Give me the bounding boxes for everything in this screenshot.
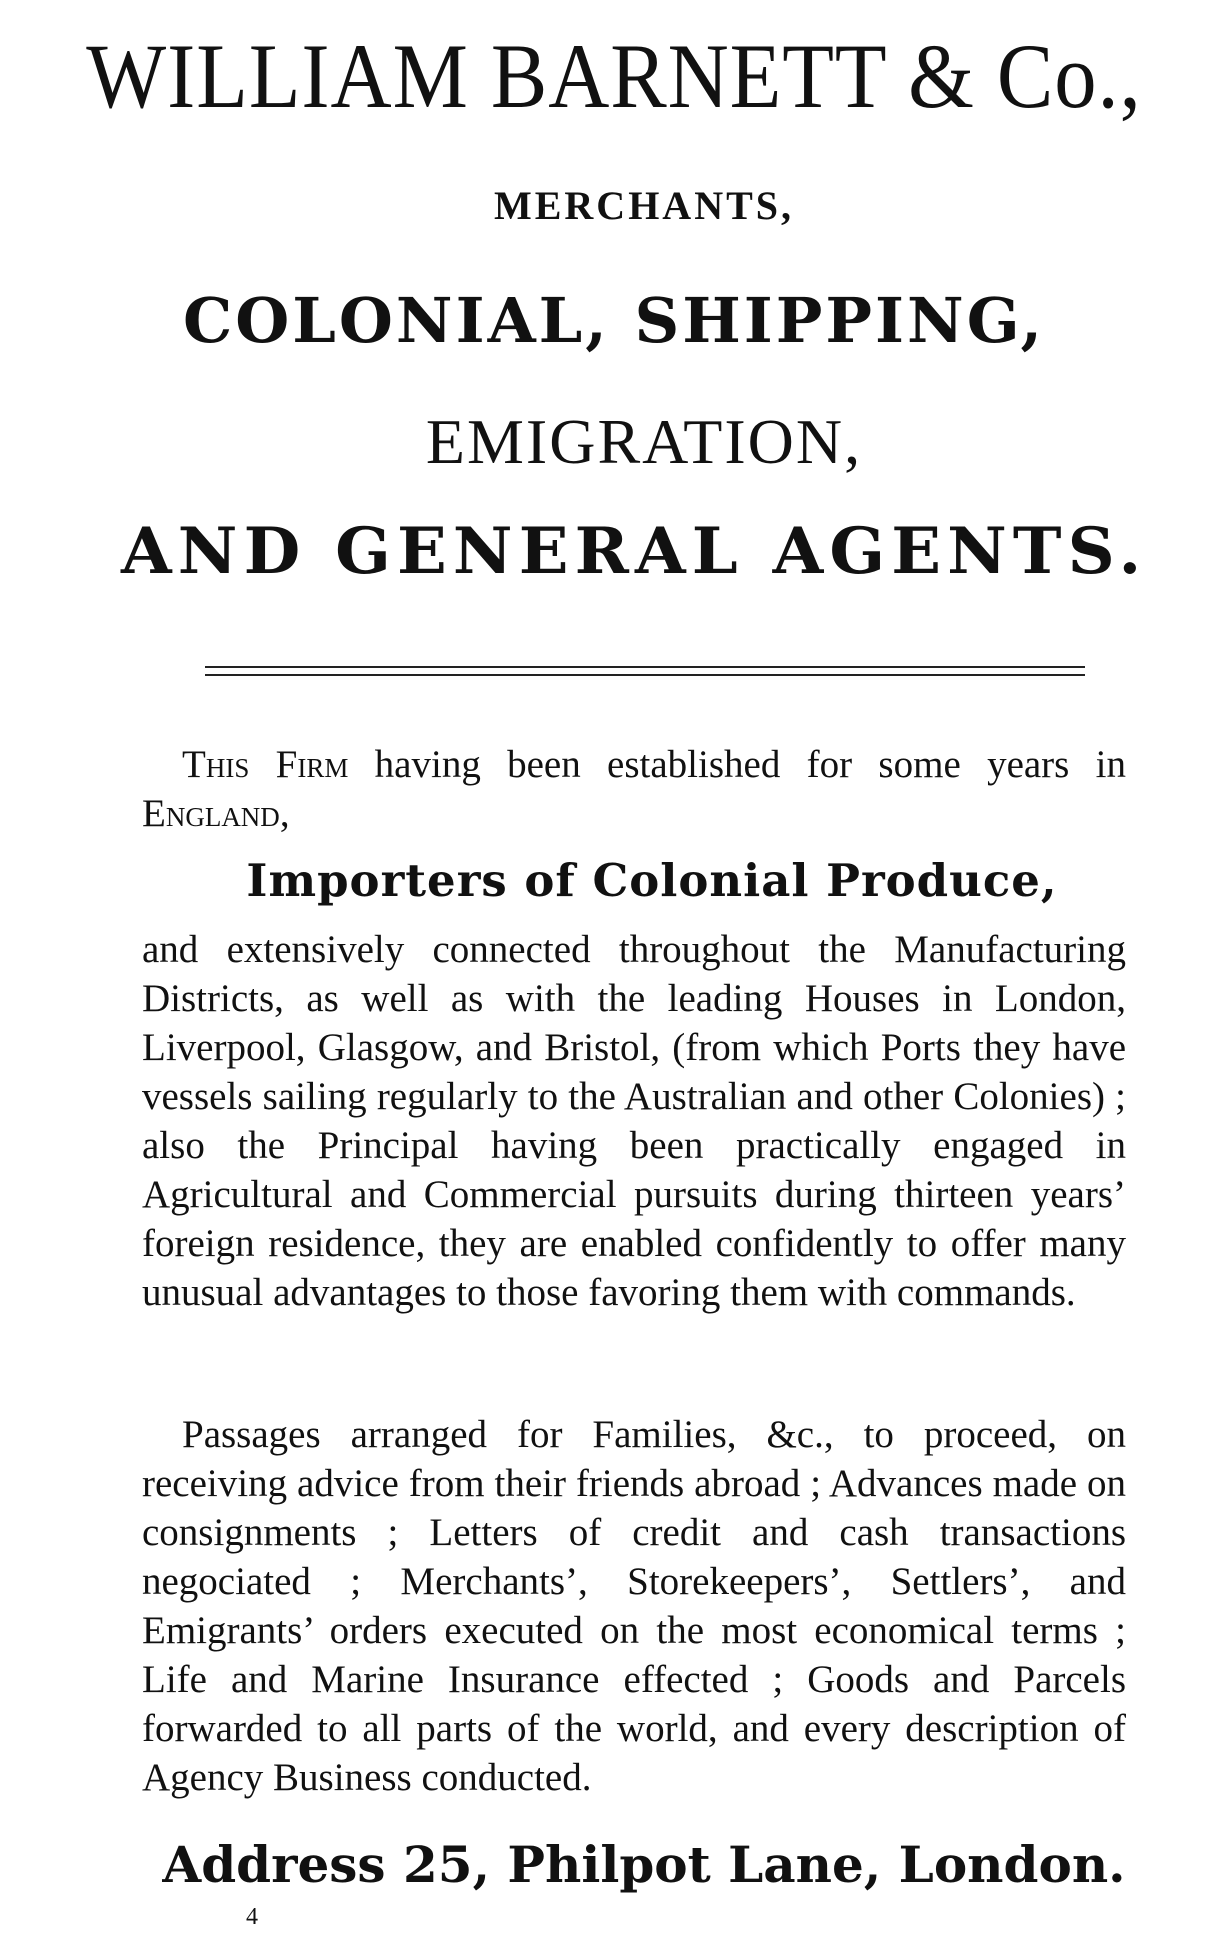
intro-text-1: having been established for some years in bbox=[348, 743, 1126, 786]
intro-england: England bbox=[142, 792, 280, 835]
merchants-line: MERCHANTS, bbox=[493, 183, 795, 228]
general-agents-line: AND GENERAL AGENTS. bbox=[121, 514, 1148, 589]
intro-text-2: , bbox=[279, 792, 290, 835]
colonial-shipping-line: COLONIAL, SHIPPING, bbox=[182, 284, 1046, 357]
double-rule-divider bbox=[205, 666, 1085, 676]
intro-firm: Firm bbox=[275, 743, 349, 786]
address-line: Address 25, Philpot Lane, London. bbox=[162, 1835, 1126, 1894]
intro-this: This bbox=[182, 743, 250, 786]
emigration-line: EMIGRATION, bbox=[425, 406, 863, 477]
intro-paragraph bbox=[142, 740, 1126, 838]
firm-name-heading: WILLIAM BARNETT & Co., bbox=[86, 25, 1142, 127]
importers-heading: Importers of Colonial Produce, bbox=[246, 854, 1058, 907]
paragraph-services: Passages arranged for Families, &c., to proceed, on receiving advice from their friends abroad ; Advances made on consignments ; Letters of credit and cash transactions negociated ; Merchants’, Storekeepers’, Settlers’, and Emigrants’ orders executed on the most economical terms ; Life and Marine Insurance effected ; Goods and Parcels forwarded to all parts of the world, and every description of Agency Business conducted. bbox=[142, 1413, 1126, 1799]
page-number: 4 bbox=[246, 1904, 258, 1930]
paragraph-connections: and extensively connected throughout the Manufacturing Districts, as well as with the leading Houses in London, Liverpool, Glasgow, and Bristol, (from which Ports they have vessels sailing regularly to the Australian and other Colonies) ; also the Principal having been practically engaged in Agricultural and Commercial pursuits during thirteen years’ foreign residence, they are enabled confidently to offer many unusual advantages to those favoring them with commands. bbox=[142, 928, 1126, 1314]
